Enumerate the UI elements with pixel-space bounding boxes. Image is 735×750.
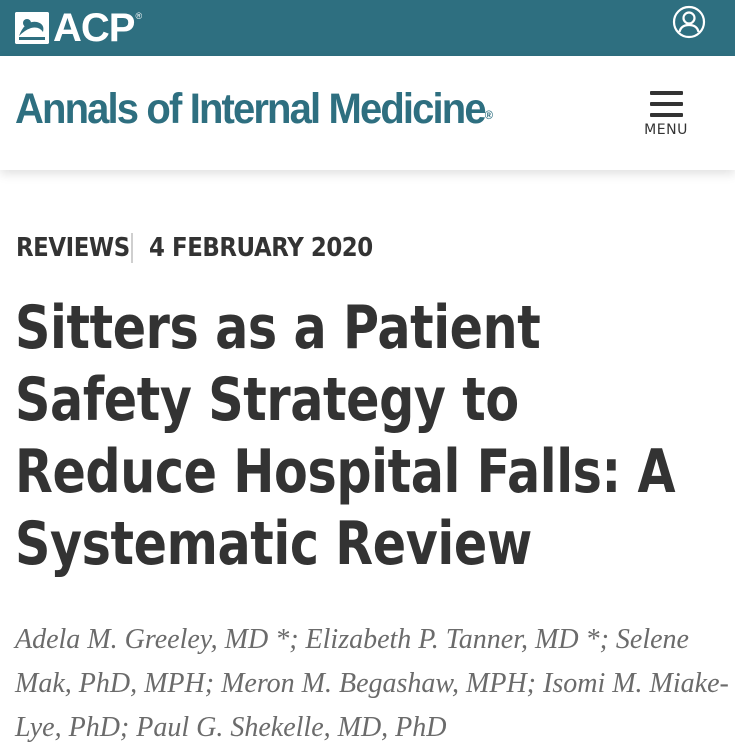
author-link[interactable]: Selene Mak, PhD, MPH bbox=[15, 624, 689, 699]
meta-divider bbox=[131, 233, 133, 263]
article-meta bbox=[16, 228, 403, 268]
menu-button[interactable] bbox=[641, 91, 691, 151]
hamburger-icon bbox=[650, 91, 683, 117]
journal-registered-mark: ® bbox=[484, 108, 493, 122]
acp-emblem-icon bbox=[15, 12, 49, 44]
acp-logo[interactable] bbox=[15, 6, 143, 50]
article-title: Sitters as a Patient Safety Strategy to Reduce Hospital Falls: A Systematic Review bbox=[15, 293, 676, 579]
article-date: 4 FEBRUARY 2020 bbox=[149, 233, 373, 263]
article-category[interactable]: REVIEWS bbox=[16, 233, 130, 263]
user-account-icon[interactable] bbox=[672, 5, 706, 39]
journal-title-text: Annals of Internal Medicine bbox=[15, 85, 485, 133]
menu-label: MENU bbox=[644, 122, 688, 138]
author-link[interactable]: Isomi M. Miake-Lye, PhD bbox=[15, 668, 729, 743]
author-link[interactable]: Elizabeth P. Tanner, MD * bbox=[305, 624, 600, 655]
acp-brand-text: ACP bbox=[53, 6, 135, 50]
registered-icon: ® bbox=[135, 11, 143, 21]
journal-logo[interactable] bbox=[15, 84, 493, 134]
author-link[interactable]: Meron M. Begashaw, MPH bbox=[221, 668, 527, 699]
journal-header bbox=[0, 56, 735, 170]
author-link[interactable]: Paul G. Shekelle, MD, PhD bbox=[136, 712, 447, 743]
article-authors: Adela M. Greeley, MD *; Elizabeth P. Tanner, MD *; Selene Mak, PhD, MPH; Meron M. Begashaw, MPH; Isomi M. Miake-Lye, PhD; Paul G. Shekelle, MD, PhD bbox=[15, 624, 729, 743]
author-link[interactable]: Adela M. Greeley, MD * bbox=[15, 624, 290, 655]
acp-top-bar bbox=[0, 0, 735, 56]
